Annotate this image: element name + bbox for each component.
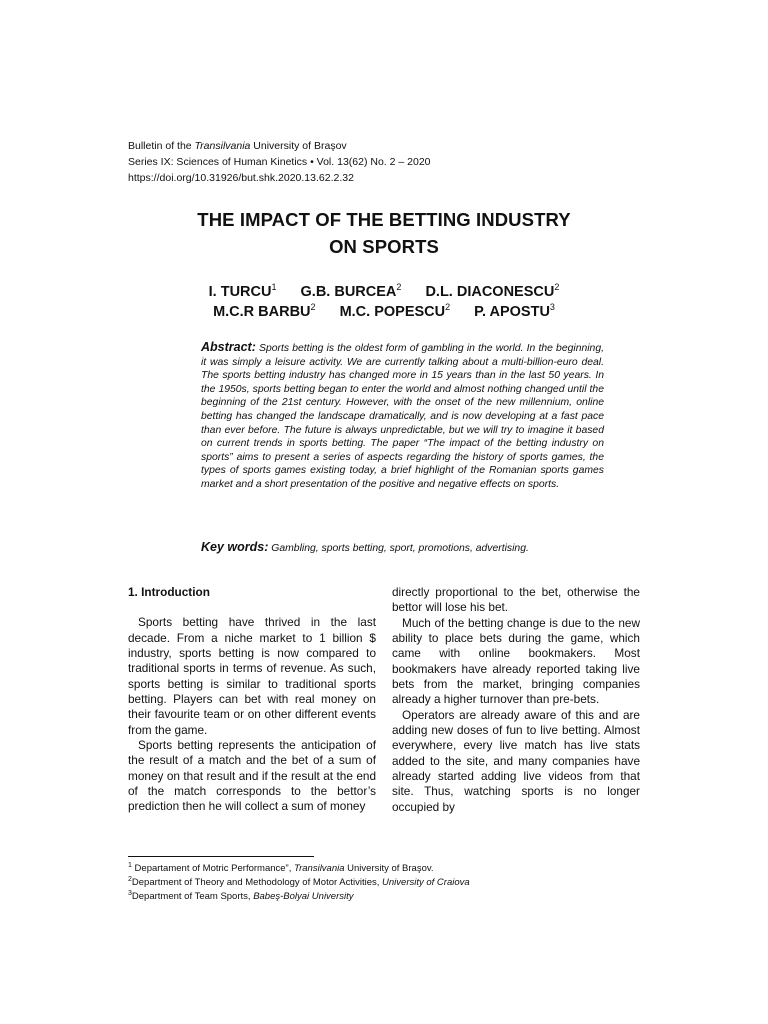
author-list: [128, 282, 640, 322]
body-paragraph-continued: directly proportional to the bet, otherwise the bettor will lose his bet.: [392, 585, 640, 615]
title-line-1: THE IMPACT OF THE BETTING INDUSTRY: [197, 209, 571, 230]
footnote: $^1$ Departament of Motric Performance”, Transilvania University of Braşov.: [128, 861, 434, 874]
journal-header: [128, 138, 431, 186]
body-paragraph: Sports betting represents the anticipation of the result of a match and the bet of a sum of money on that result and if the result at the end of the match corresponds to the bettor’s prediction then he will collect a sum of money: [128, 738, 376, 814]
affiliation-mark: 2: [554, 282, 560, 293]
author: G.B. BURCEA$^2$: [300, 282, 402, 300]
section-heading: 1. Introduction: [128, 585, 210, 599]
footnote: $^2$Department of Theory and Methodology of Motor Activities, University of Craiova: [128, 875, 470, 888]
doi-link[interactable]: https://doi.org/10.31926/but.shk.2020.13.62.2.32: [128, 172, 354, 184]
affiliation-mark: 3: [549, 302, 555, 313]
title-line-2: ON SPORTS: [329, 236, 439, 257]
author: I. TURCU$^1$: [208, 282, 277, 300]
abstract-text: Sports betting is the oldest form of gambling in the world. In the beginning, it was simply a leisure activity. We are currently talking about a multi-billion-euro deal. The sports betting industry has changed more in 15 years than in the last 50 years. In the 1950s, sports betting began to enter the world and almost nothing changed until the beginning of the 21st century. However, with the onset of the new millennium, online betting has changed the landscape dramatically, and is now developing at a fast pace than ever before. The future is always unpredictable, but we will try to imagine it based on current trends in sports betting. The paper “The impact of the betting industry on sports” aims to present a series of aspects regarding the history of sports games, the types of sports games existing today, a brief highlight of the Romanian sports games market and a short presentation of the positive and negative effects on sports.: [201, 343, 605, 490]
abstract: [201, 341, 604, 492]
footnote-rule: [128, 856, 314, 857]
paper-title: [128, 206, 640, 260]
affiliation-mark: 2: [445, 302, 451, 313]
body-paragraph: Operators are already aware of this and are adding new doses of fun to live betting. Almost everywhere, every live match has live stats added to the site, and many companies have already started adding live videos from that site. Thus, watching sports is no longer occupied by: [392, 707, 640, 814]
affiliation-mark: 2: [310, 302, 316, 313]
author-row-1: [128, 282, 640, 302]
author-row-2: [128, 302, 640, 322]
body-column-right: [392, 585, 640, 815]
journal-name-line: Bulletin of the Transilvania University of Braşov: [128, 140, 347, 152]
affiliation-mark: 1: [271, 282, 277, 293]
keywords-label: Key words:: [201, 540, 269, 554]
keywords-text: Gambling, sports betting, sport, promotions, advertising.: [271, 543, 529, 554]
journal-series-line: Series IX: Sciences of Human Kinetics • Vol. 13(62) No. 2 – 2020: [128, 156, 431, 168]
author: P. APOSTU$^3$: [474, 302, 555, 320]
affiliation-mark: 2: [396, 282, 402, 293]
body-paragraph: Much of the betting change is due to the new ability to place bets during the game, which came with online bookmakers. Most bookmakers have already reported taking live bets from the market, bringing companies already a higher turnover than pre-bets.: [392, 615, 640, 707]
abstract-label: Abstract:: [201, 340, 256, 354]
keywords: [201, 540, 621, 554]
author: M.C.R BARBU$^2$: [213, 302, 316, 320]
author: M.C. POPESCU$^2$: [339, 302, 451, 320]
footnote: $^3$Department of Team Sports, Babeş-Bolyai University: [128, 889, 354, 902]
body-column-left: [128, 585, 376, 815]
author: D.L. DIACONESCU$^2$: [425, 282, 560, 300]
body-paragraph: Sports betting have thrived in the last decade. From a niche market to 1 billion $ industry, sports betting is now compared to traditional sports in terms of revenue. As such, sports betting is similar to traditional sports betting. Players can bet with real money on their favourite team or on other different events from the game.: [128, 615, 376, 737]
